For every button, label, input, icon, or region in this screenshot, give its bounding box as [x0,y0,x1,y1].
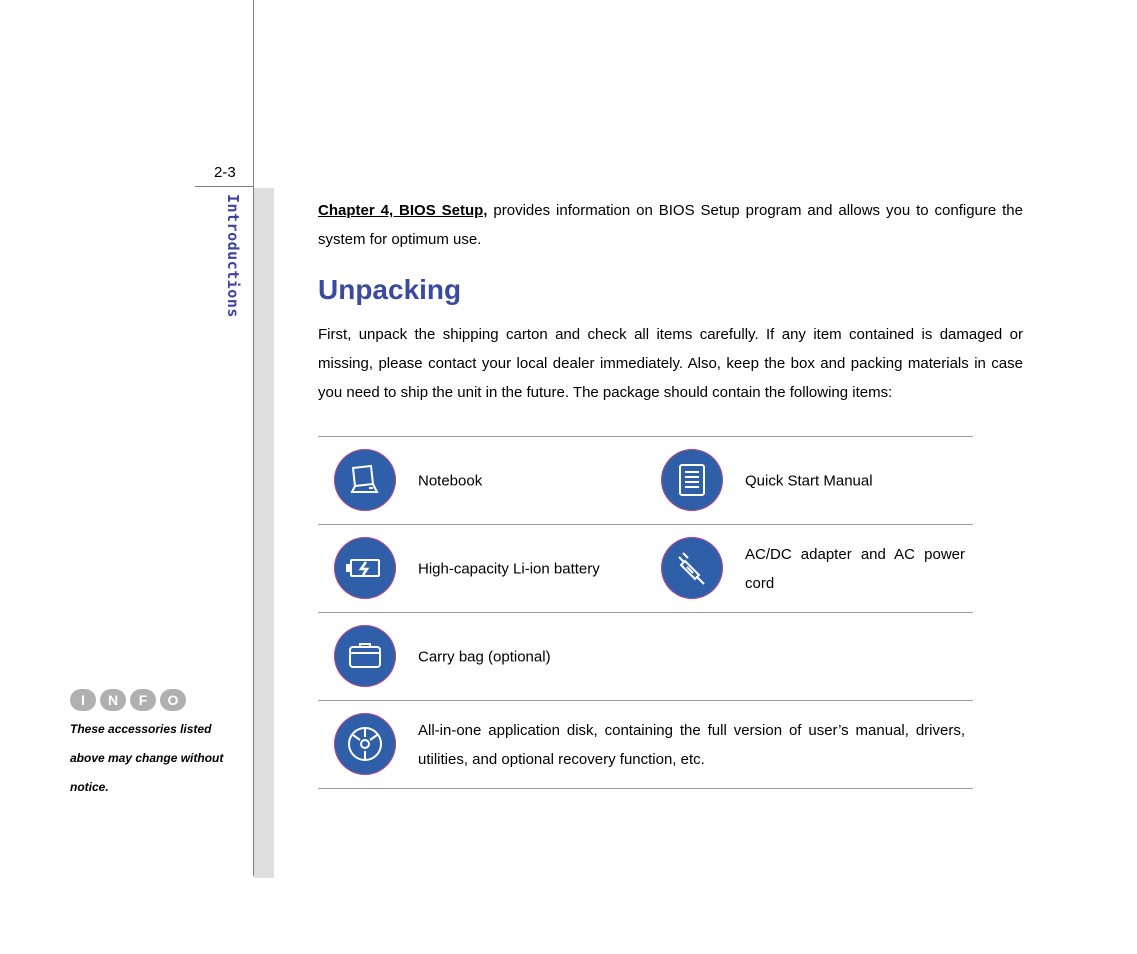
info-letter: N [100,689,126,711]
table-row [318,612,973,700]
item-label: All-in-one application disk, containing the full version of user’s manual, drivers, utilities, and optional recovery function, etc. [418,721,965,768]
notebook-icon [334,449,396,511]
table-row [318,436,973,524]
item-label: AC/DC adapter and AC power cord [745,545,965,592]
intro-text: provides information on BIOS Setup program and allows you to configure the system for optimum use. [318,202,1023,248]
table-row [318,524,973,612]
item-carry-bag [318,613,645,700]
intro-paragraph [318,196,1023,254]
package-items-table [318,436,973,789]
info-note [70,689,245,802]
page-number: 2-3 [214,164,236,181]
power-plug-icon [661,537,723,599]
unpacking-paragraph: First, unpack the shipping carton and check all items carefully. If any item contained is damaged or missing, please contact your local dealer immediately. Also, keep the box and packing materials in case you need to ship the unit in the future. The package should contain the following items: [318,326,1023,401]
item-disk [318,701,973,788]
item-manual [645,437,973,524]
item-label: Carry bag (optional) [418,648,551,665]
item-notebook [318,437,645,524]
info-logo [70,689,245,711]
chapter-link[interactable]: Chapter 4, BIOS Setup, [318,202,488,219]
table-row [318,700,973,789]
item-battery [318,525,645,612]
unpacking-heading: Unpacking [318,274,462,305]
item-label: High-capacity Li-ion battery [418,560,600,577]
disc-icon [334,713,396,775]
info-letter: I [70,689,96,711]
info-letter: O [160,689,186,711]
page-number-rule [195,186,253,187]
item-adapter [645,525,973,612]
carry-bag-icon [334,625,396,687]
info-text: These accessories listed above may change without notice. [70,722,224,794]
side-band [254,188,274,878]
section-title: Introductions [224,194,242,318]
manual-icon [661,449,723,511]
intro-paragraph-wrapper [318,196,1023,254]
item-label: Quick Start Manual [745,472,873,489]
battery-icon [334,537,396,599]
info-letter: F [130,689,156,711]
item-label: Notebook [418,472,483,489]
